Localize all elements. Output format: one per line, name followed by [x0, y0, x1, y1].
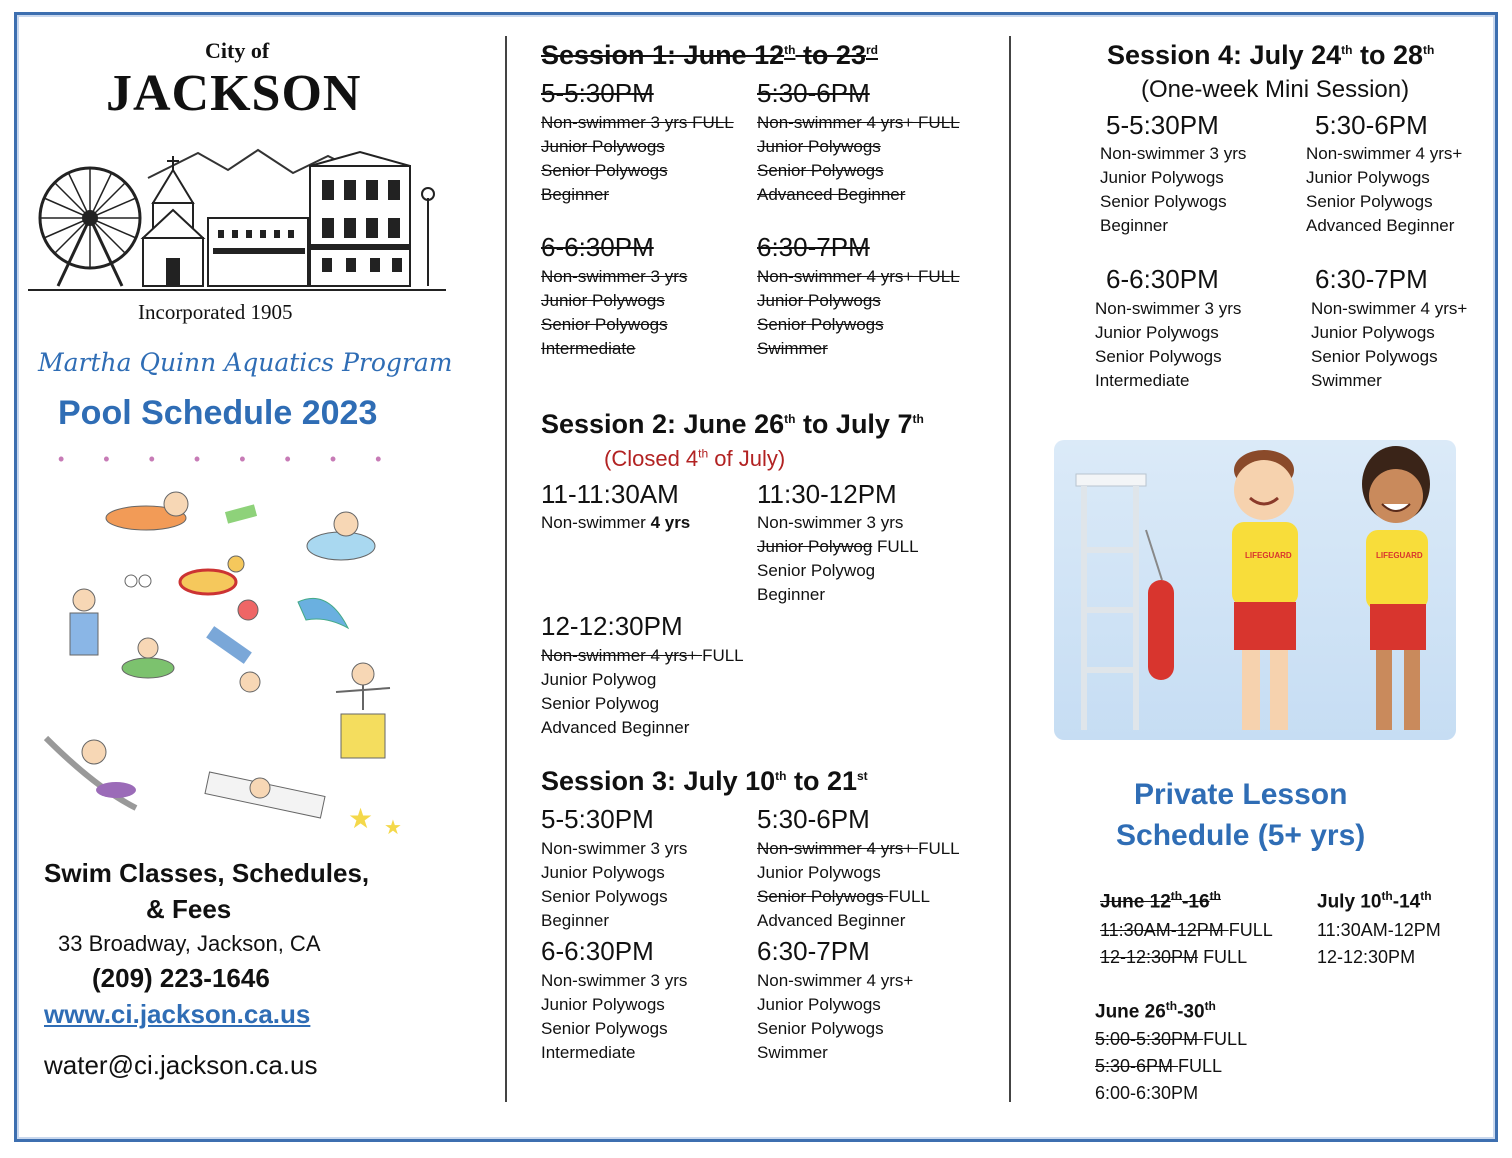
list-item: Advanced Beginner	[757, 185, 906, 204]
city-of-label: City of	[205, 38, 270, 63]
list-item: Junior Polywogs	[541, 995, 665, 1014]
full-label: FULL	[702, 646, 744, 665]
session1-time-b1: 5:30-6PM	[757, 78, 870, 108]
full-label: FULL	[1178, 1056, 1223, 1076]
list-item: Senior Polywogs	[541, 1019, 668, 1038]
session3-time-a2: 6-6:30PM	[541, 936, 654, 966]
private-lesson-title-line1: Private Lesson	[1134, 778, 1348, 811]
class-name: Non-swimmer	[541, 513, 651, 532]
private-june12-heading: June 12th-16th	[1100, 889, 1221, 913]
lifeguard-badge-2: LIFEGUARD	[1376, 551, 1423, 560]
lifeguards-illustration	[1054, 440, 1456, 740]
session2-closed-note: (Closed 4th of July)	[604, 446, 786, 471]
city-logo-illustration	[28, 148, 448, 294]
list-item: Intermediate	[1095, 371, 1190, 390]
list-item: Junior Polywogs	[1306, 168, 1430, 187]
list-item: 12-12:30PM	[1317, 947, 1416, 967]
list-item: Junior Polywogs	[757, 291, 881, 310]
list-item	[1095, 1026, 1247, 1053]
list-item: Advanced Beginner	[1306, 216, 1455, 235]
list-item: Non-swimmer 4 yrs+ FULL	[757, 113, 960, 132]
column-divider-2	[1009, 36, 1011, 1102]
list-item: Non-swimmer 4 yrs+	[1311, 299, 1468, 318]
session1-list-b1	[757, 111, 960, 207]
incorporated-label: Incorporated 1905	[138, 300, 293, 324]
session3-list-a2	[541, 969, 687, 1065]
list-item: 11:30AM-12PM	[1317, 920, 1441, 940]
list-item: Senior Polywogs	[757, 315, 884, 334]
list-item: Junior Polywogs	[1100, 168, 1224, 187]
list-item: Senior Polywogs	[541, 887, 668, 906]
session3-time-b2: 6:30-7PM	[757, 936, 870, 966]
list-item: Junior Polywog	[541, 670, 657, 689]
session1-list-a1	[541, 111, 734, 207]
full-label: FULL	[918, 839, 960, 858]
session4-subtitle: (One-week Mini Session)	[1141, 76, 1410, 103]
swim-classes-line1: Swim Classes, Schedules,	[44, 858, 370, 888]
session3-list-a1	[541, 837, 687, 933]
full-slot: 5:00-5:30PM	[1095, 1029, 1204, 1049]
list-item: Junior Polywogs	[1095, 323, 1219, 342]
session4-list-a1	[1100, 142, 1246, 238]
list-item	[757, 837, 960, 861]
list-item: Junior Polywogs	[757, 863, 881, 882]
phone-number: (209) 223-1646	[92, 963, 270, 993]
session4-time-b2: 6:30-7PM	[1315, 264, 1428, 294]
email-address: water@ci.jackson.ca.us	[44, 1050, 318, 1080]
session2-list-c	[541, 644, 744, 740]
session3-time-a1: 5-5:30PM	[541, 804, 654, 834]
full-label: FULL	[872, 537, 919, 556]
session4-list-b2	[1311, 297, 1467, 393]
list-item: Non-swimmer 3 yrs	[541, 839, 688, 858]
private-july10-heading: July 10th-14th	[1317, 889, 1432, 913]
list-item	[1095, 1053, 1247, 1080]
list-item: Junior Polywogs	[757, 137, 881, 156]
city-name: JACKSON	[106, 65, 362, 122]
list-item: Non-swimmer 4 yrs+	[1306, 144, 1463, 163]
session4-time-a1: 5-5:30PM	[1106, 110, 1219, 140]
list-item: Junior Polywogs	[1311, 323, 1435, 342]
session2-time-a: 11-11:30AM	[541, 479, 679, 509]
full-slot: 11:30AM-12PM	[1100, 920, 1229, 940]
full-class: Senior Polywogs	[757, 887, 889, 906]
list-item: Beginner	[541, 911, 610, 930]
list-item: Non-swimmer 4 yrs+	[757, 971, 914, 990]
list-item: Non-swimmer 3 yrs	[541, 267, 688, 286]
list-item: Intermediate	[541, 1043, 636, 1062]
list-item: Junior Polywogs	[541, 137, 665, 156]
list-item: Non-swimmer 3 yrs	[1095, 299, 1242, 318]
full-class: Junior Polywog	[757, 537, 873, 556]
list-item: Non-swimmer 3 yrs FULL	[541, 113, 734, 132]
session4-title: Session 4: July 24th to 28th	[1107, 40, 1435, 70]
list-item: Senior Polywogs	[757, 1019, 884, 1038]
session3-time-b1: 5:30-6PM	[757, 804, 870, 834]
session2-title: Session 2: June 26th to July 7th	[541, 409, 924, 439]
lifeguard-badge-1: LIFEGUARD	[1245, 551, 1292, 560]
list-item: Non-swimmer 3 yrs	[757, 513, 904, 532]
list-item	[541, 644, 744, 668]
list-item: Junior Polywogs	[541, 291, 665, 310]
program-name: Martha Quinn Aquatics Program	[38, 348, 453, 377]
session2-item-a	[541, 511, 690, 535]
list-item: Swimmer	[757, 1043, 828, 1062]
list-item: Non-swimmer 3 yrs	[1100, 144, 1247, 163]
session3-list-b2	[757, 969, 913, 1065]
list-item: Senior Polywogs	[541, 315, 668, 334]
session4-list-a2	[1095, 297, 1241, 393]
list-item: Advanced Beginner	[757, 911, 906, 930]
private-june26-slots	[1095, 1026, 1247, 1107]
list-item	[1100, 917, 1273, 944]
private-july10-slots	[1317, 917, 1441, 971]
swim-classes-line2: & Fees	[146, 894, 232, 924]
session2-time-c: 12-12:30PM	[541, 611, 683, 641]
list-item: Swimmer	[757, 339, 828, 358]
session1-list-b2	[757, 265, 960, 361]
website-link[interactable]: www.ci.jackson.ca.us	[44, 999, 311, 1029]
list-item: Senior Polywogs	[757, 161, 884, 180]
list-item: 6:00-6:30PM	[1095, 1083, 1199, 1103]
pool-schedule-title: Pool Schedule 2023	[58, 394, 378, 432]
full-label: FULL	[888, 887, 930, 906]
session2-list-b	[757, 511, 919, 607]
list-item: Senior Polywogs	[1095, 347, 1222, 366]
full-label: FULL	[1203, 1029, 1248, 1049]
private-june12-slots	[1100, 917, 1273, 971]
full-label: FULL	[1228, 920, 1273, 940]
address: 33 Broadway, Jackson, CA	[58, 931, 321, 956]
session3-title: Session 3: July 10th to 21st	[541, 766, 868, 796]
session4-time-a2: 6-6:30PM	[1106, 264, 1219, 294]
session2-time-b: 11:30-12PM	[757, 479, 897, 509]
list-item: Advanced Beginner	[541, 718, 690, 737]
svg-text:★: ★	[384, 817, 402, 839]
session1-time-a2: 6-6:30PM	[541, 232, 654, 262]
full-class: Non-swimmer 4 yrs+	[757, 839, 919, 858]
list-item: Beginner	[1100, 216, 1169, 235]
session3-list-b1	[757, 837, 960, 933]
session1-list-a2	[541, 265, 687, 361]
list-item: Senior Polywog	[757, 561, 876, 580]
full-label: FULL	[1198, 947, 1248, 967]
full-class: Non-swimmer 4 yrs+	[541, 646, 703, 665]
session1-title: Session 1: June 12th to 23rd	[541, 40, 878, 70]
full-slot: 12-12:30PM	[1100, 947, 1199, 967]
list-item: Senior Polywogs	[1100, 192, 1227, 211]
fish-row-decoration: • • • • • • • •	[58, 449, 399, 469]
list-item: Beginner	[757, 585, 826, 604]
session1-time-a1: 5-5:30PM	[541, 78, 654, 108]
list-item: Beginner	[541, 185, 610, 204]
list-item	[757, 885, 960, 909]
list-item	[757, 535, 919, 559]
list-item: Non-swimmer 4 yrs+ FULL	[757, 267, 960, 286]
list-item: Junior Polywogs	[541, 863, 665, 882]
list-item: Junior Polywogs	[757, 995, 881, 1014]
session1-time-b2: 6:30-7PM	[757, 232, 870, 262]
class-age: 4 yrs	[650, 513, 691, 532]
session4-list-b1	[1306, 142, 1462, 238]
list-item	[1100, 944, 1273, 971]
private-lesson-title-line2: Schedule (5+ yrs)	[1116, 819, 1366, 852]
session4-time-b1: 5:30-6PM	[1315, 110, 1428, 140]
list-item: Senior Polywog	[541, 694, 660, 713]
svg-text:★: ★	[348, 803, 374, 834]
list-item: Senior Polywogs	[1311, 347, 1438, 366]
full-slot: 5:30-6PM	[1095, 1056, 1179, 1076]
list-item: Swimmer	[1311, 371, 1382, 390]
list-item: Senior Polywogs	[1306, 192, 1433, 211]
column-divider-1	[505, 36, 507, 1102]
list-item: Senior Polywogs	[541, 161, 668, 180]
list-item: Intermediate	[541, 339, 636, 358]
list-item: Non-swimmer 3 yrs	[541, 971, 688, 990]
private-june26-heading: June 26th-30th	[1095, 999, 1216, 1023]
kids-swimming-illustration	[36, 478, 426, 840]
